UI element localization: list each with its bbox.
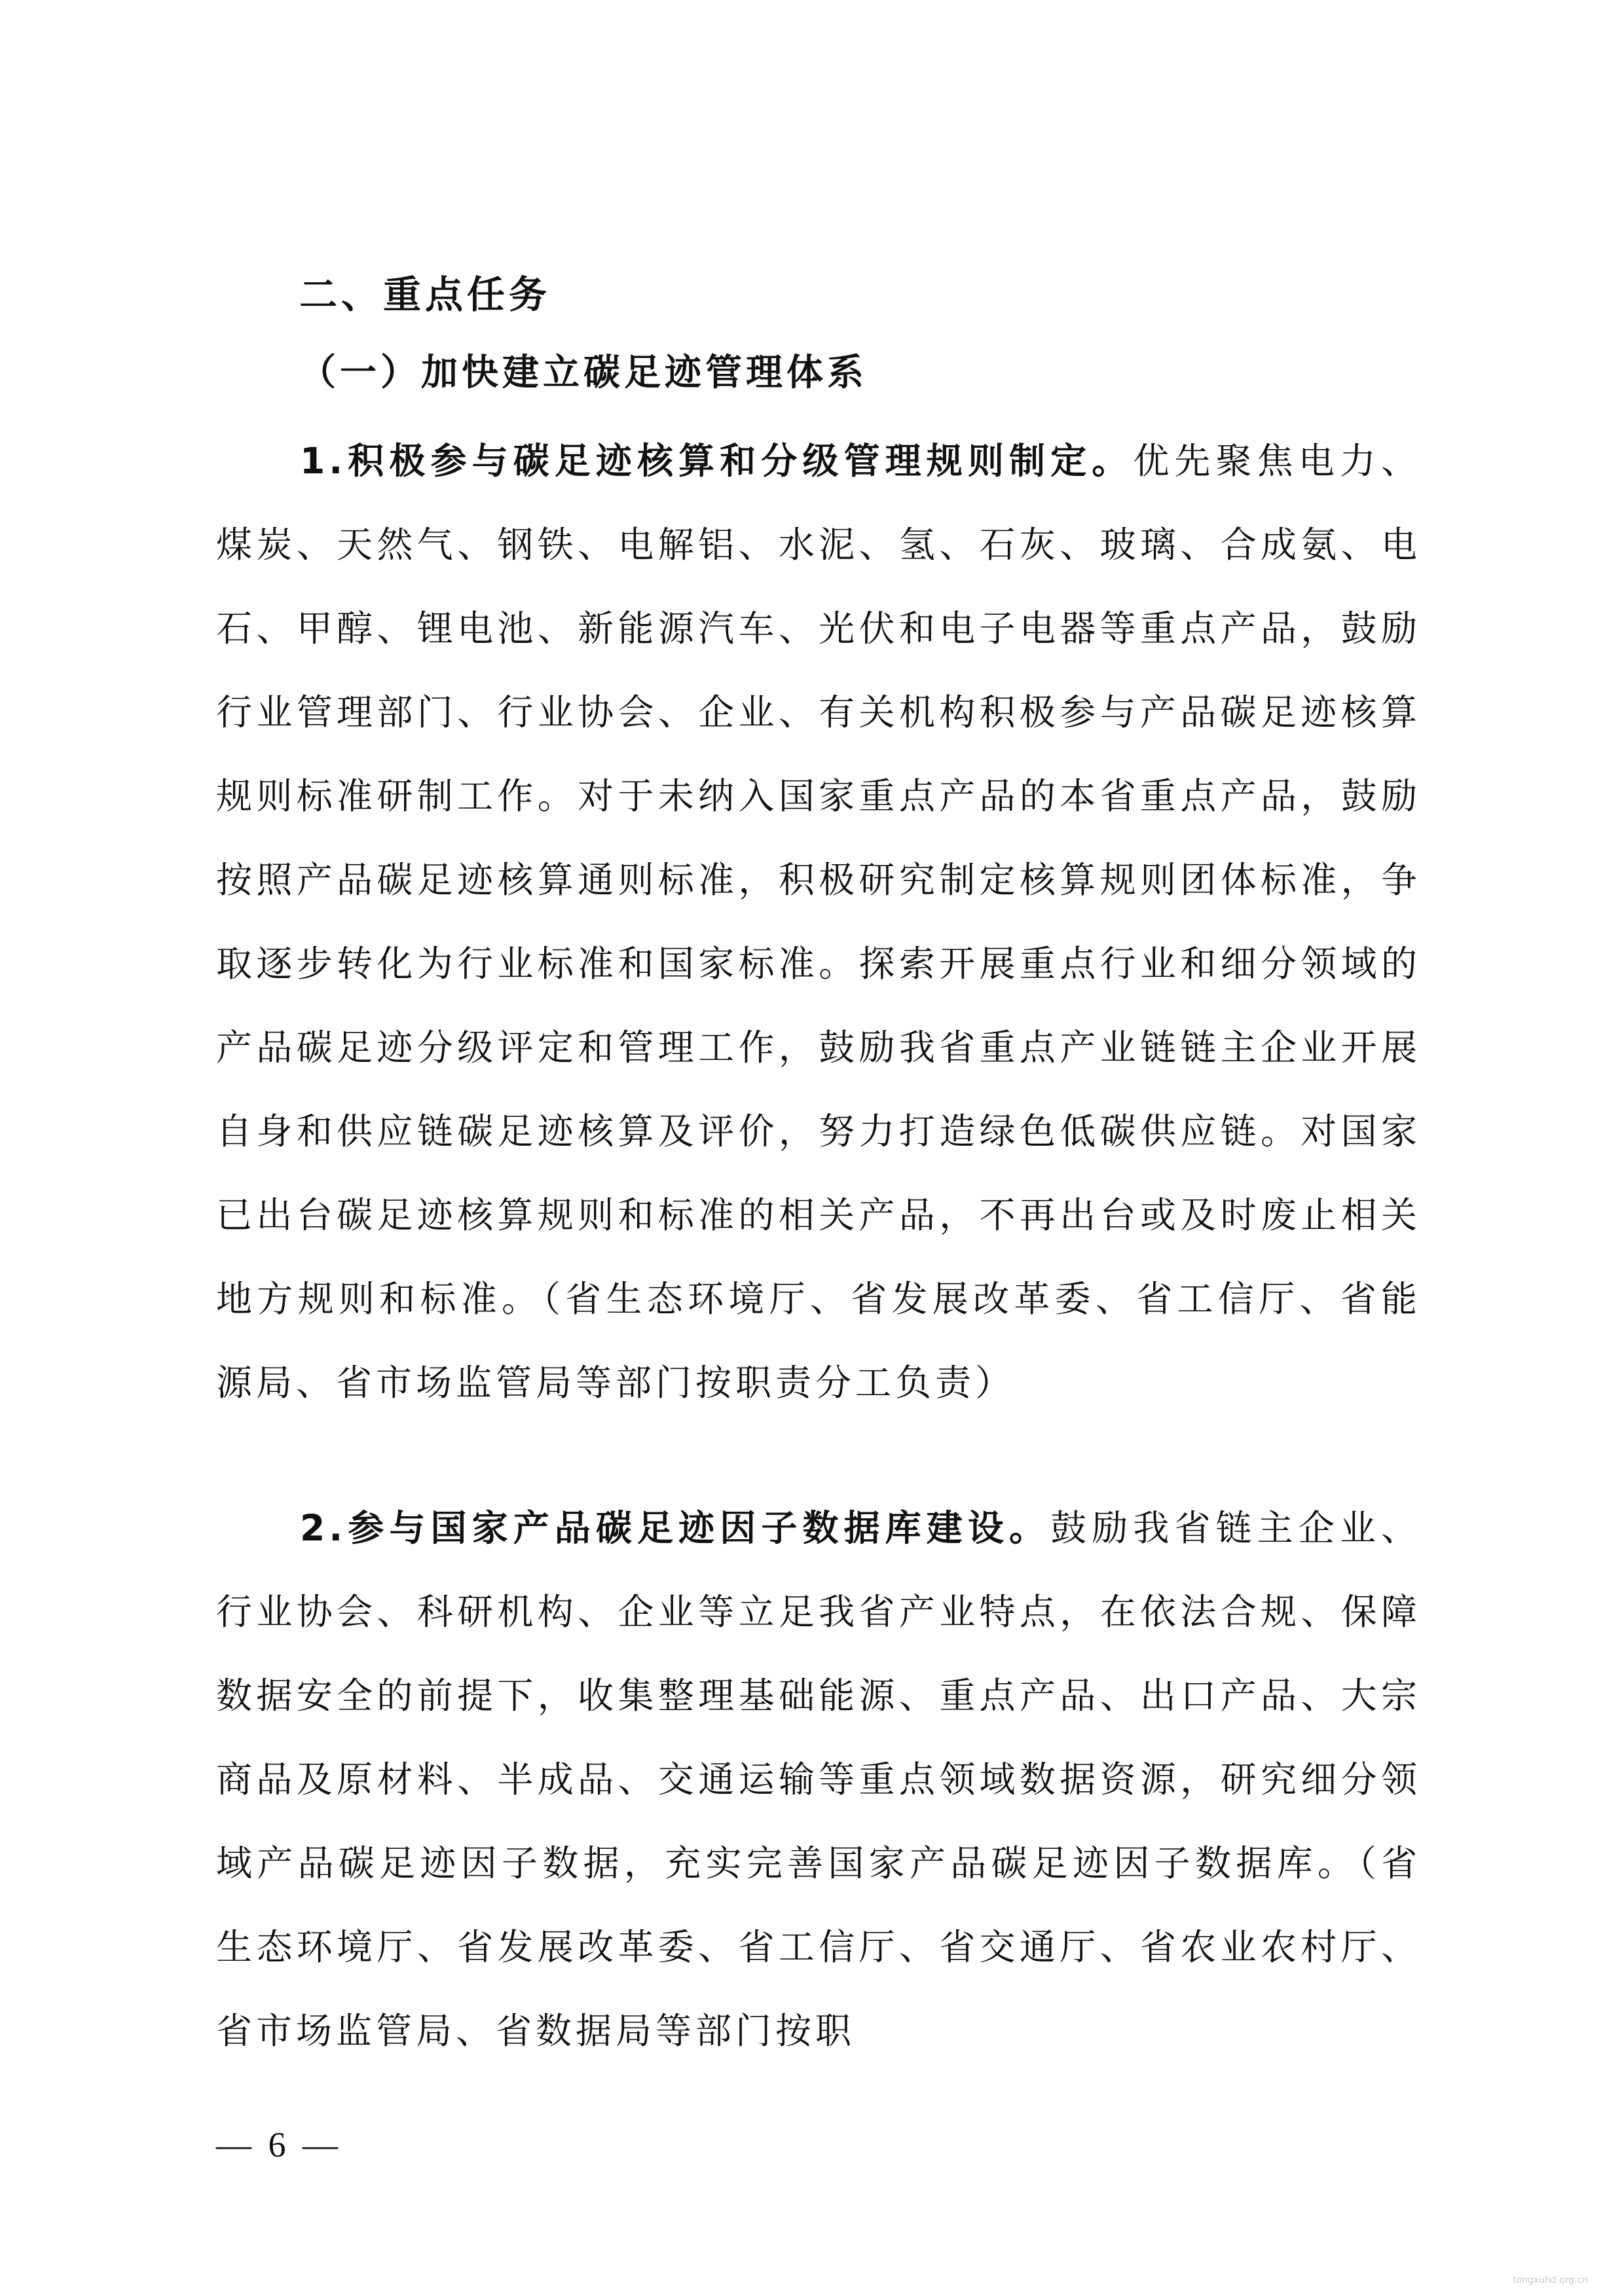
section-title: 二、重点任务	[299, 272, 551, 317]
paragraph-1	[216, 419, 1421, 1425]
watermark: tongxuhd.org.cn	[1513, 2275, 1589, 2286]
page-number: — 6 —	[216, 2125, 342, 2164]
section-subtitle: （一）加快建立碳足迹管理体系	[299, 352, 868, 394]
paragraph-1-lead: 1.积极参与碳足迹核算和分级管理规则制定。	[300, 440, 1134, 482]
paragraph-2	[216, 1486, 1421, 2073]
paragraph-2-body: 鼓励我省链主企业、行业协会、科研机构、企业等立足我省产业特点，在依法合规、保障数据安全的前提下，收集整理基础能源、重点产品、出口产品、大宗商品及原材料、半成品、交通运输等重点领域数据资源，研究细分领域产品碳足迹因子数据，充实完善国家产品碳足迹因子数据库。（省生态环境厅、省发展改革委、省工信厅、省交通厅、省农业农村厅、省市场监管局、省数据局等部门按职	[216, 1507, 1421, 2052]
paragraph-2-lead: 2.参与国家产品碳足迹因子数据库建设。	[300, 1507, 1051, 1549]
paragraph-1-body: 优先聚焦电力、煤炭、天然气、钢铁、电解铝、水泥、氢、石灰、玻璃、合成氨、电石、甲醇、锂电池、新能源汽车、光伏和电子电器等重点产品，鼓励行业管理部门、行业协会、企业、有关机构积极参与产品碳足迹核算规则标准研制工作。对于未纳入国家重点产品的本省重点产品，鼓励按照产品碳足迹核算通则标准，积极研究制定核算规则团体标准，争取逐步转化为行业标准和国家标准。探索开展重点行业和细分领域的产品碳足迹分级评定和管理工作，鼓励我省重点产业链链主企业开展自身和供应链碳足迹核算及评价，努力打造绿色低碳供应链。对国家已出台碳足迹核算规则和标准的相关产品，不再出台或及时废止相关地方规则和标准。（省生态环境厅、省发展改革委、省工信厅、省能源局、省市场监管局等部门按职责分工负责）	[216, 440, 1421, 1404]
